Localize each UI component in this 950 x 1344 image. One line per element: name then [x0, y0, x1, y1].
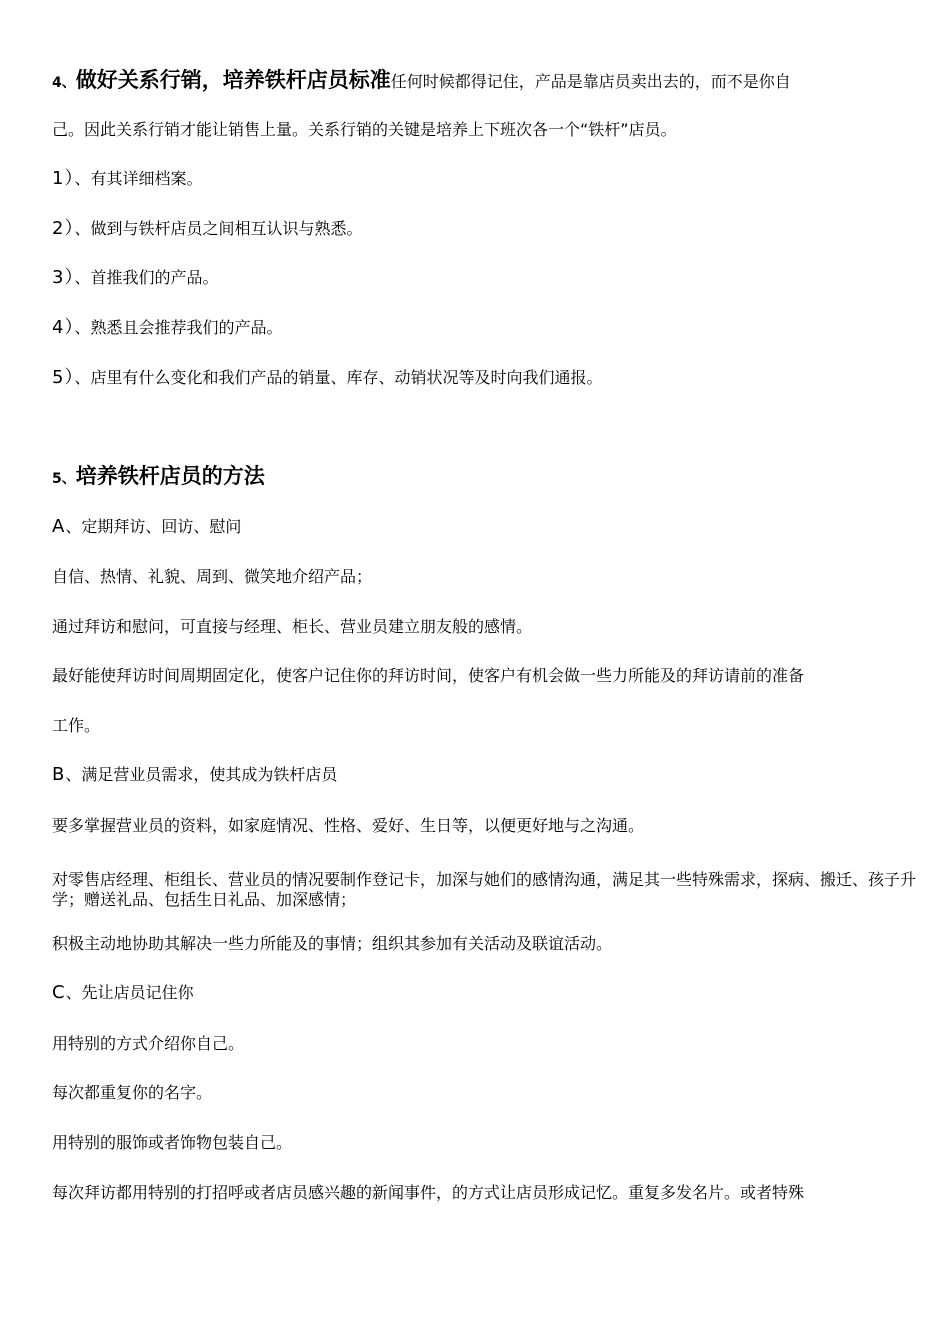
item-number: 5） — [52, 367, 75, 388]
section4-item-2 — [52, 219, 920, 239]
item-text: 、有其详细档案。 — [74, 169, 203, 188]
section4-item-5 — [52, 368, 920, 388]
section4-item-1 — [52, 169, 920, 189]
section4-intro-continuation: 己。因此关系行销才能让销售上量。关系行销的关键是培养上下班次各一个“铁杆”店员。 — [52, 120, 677, 139]
section4-number: 4、 — [52, 75, 76, 91]
subsection-a-line-2: 通过拜访和慰问，可直接与经理、柜长、营业员建立朋友般的感情。 — [52, 617, 533, 636]
subsection-a-line-4: 工作。 — [52, 716, 101, 735]
item-number: 2） — [52, 218, 75, 239]
item-text: 、熟悉且会推荐我们的产品。 — [74, 318, 283, 337]
section5-title: 培养铁杆店员的方法 — [75, 464, 265, 488]
subsection-c-line-1: 用特别的方式介绍你自己。 — [52, 1034, 245, 1053]
subsection-label: C — [52, 982, 66, 1003]
section4-item-3 — [52, 268, 920, 288]
item-text: 、店里有什么变化和我们产品的销量、库存、动销状况等及时向我们通报。 — [74, 368, 603, 387]
subsection-c-line-3: 用特别的服饰或者饰物包装自己。 — [52, 1133, 293, 1152]
subsection-title-text: 、定期拜访、回访、慰问 — [65, 517, 242, 536]
subsection-label: B — [52, 764, 66, 785]
section5-heading — [52, 462, 920, 493]
subsection-a-line-1: 自信、热情、礼貌、周到、微笑地介绍产品； — [52, 567, 373, 586]
subsection-label: A — [52, 516, 66, 537]
item-text: 、做到与铁杆店员之间相互认识与熟悉。 — [74, 219, 363, 238]
section4-heading — [52, 68, 391, 92]
item-text: 、首推我们的产品。 — [74, 268, 219, 287]
subsection-b-title — [52, 765, 920, 785]
section5-number: 5、 — [52, 471, 76, 487]
section4-intro-tail: 任何时候都得记住，产品是靠店员卖出去的，而不是你自 — [390, 72, 791, 91]
subsection-title-text: 、满足营业员需求，使其成为铁杆店员 — [65, 765, 338, 784]
item-number: 3） — [52, 267, 75, 288]
subsection-b-line-2: 对零售店经理、柜组长、营业员的情况要制作登记卡，加深与她们的感情沟通，满足其一些特殊需求，探病、搬迁、孩子升学；赠送礼品、包括生日礼品、加深感情； — [52, 870, 917, 909]
subsection-b-line-1: 要多掌握营业员的资料，如家庭情况、性格、爱好、生日等，以便更好地与之沟通。 — [52, 816, 645, 835]
subsection-b-line-3: 积极主动地协助其解决一些力所能及的事情；组织其参加有关活动及联谊活动。 — [52, 934, 613, 953]
subsection-title-text: 、先让店员记住你 — [65, 983, 194, 1002]
section4-item-4 — [52, 318, 920, 338]
subsection-c-line-4: 每次拜访都用特别的打招呼或者店员感兴趣的新闻事件，的方式让店员形成记忆。重复多发名片。或者特殊 — [52, 1183, 805, 1202]
subsection-a-line-3: 最好能使拜访时间周期固定化，使客户记住你的拜访时间，使客户有机会做一些力所能及的拜访请前的准备 — [52, 666, 805, 685]
section4-heading-line — [52, 66, 920, 97]
item-number: 4） — [52, 317, 75, 338]
subsection-c-title — [52, 983, 920, 1003]
item-number: 1） — [52, 168, 75, 189]
subsection-a-title — [52, 517, 920, 537]
subsection-c-line-2: 每次都重复你的名字。 — [52, 1083, 213, 1102]
section4-title: 做好关系行销，培养铁杆店员标准 — [75, 68, 391, 92]
